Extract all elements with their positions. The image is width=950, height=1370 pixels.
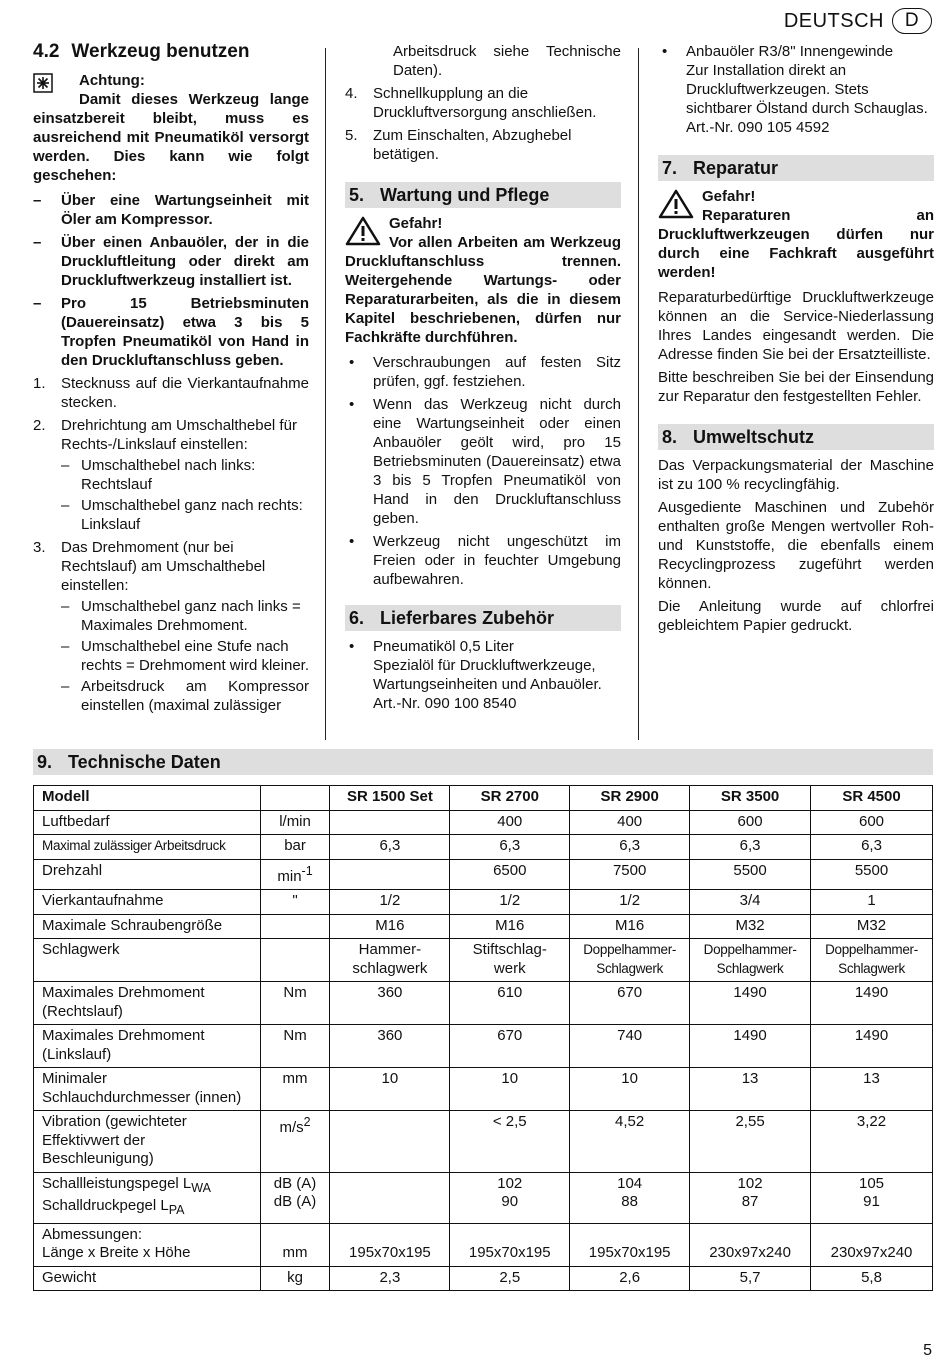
table-row: Maximales Drehmoment (Rechtslauf) Nm 360 610 670 1490 1490 [34,982,933,1025]
language-badge: D [892,8,932,34]
lubrication-options [33,191,309,370]
attention-icon [33,73,71,106]
paragraph: Die Anleitung wurde auf chlorfrei gebleichtem Papier gedruckt. [658,598,934,634]
step-item: 2. Drehrichtung am Umschalthebel für Rechts-/Linkslauf einstellen: – Umschalthebel nach links: Rechtslauf – Umschalthebel ganz nach rechts: Linkslauf [33,416,309,534]
step-item: 4. Schnellkupplung an die Druckluftversorgung anschließen. [345,85,597,121]
column-divider [325,48,326,740]
section-heading-7: 7. Reparatur [658,155,934,181]
warning-text: Damit dieses Werkzeug lange einsatzbereit bleibt, muss es ausreichend mit Pneumatiköl versorgt werden. Dies kann wie folgt geschehen: [33,91,309,184]
table-row: Schlagwerk Hammer-schlagwerk Stiftschlag-werk Doppelhammer-Schlagwerk Doppelhammer-Schlagwerk Doppelhammer-Schlagwerk [34,939,933,982]
table-header-row: Modell SR 1500 Set SR 2700 SR 2900 SR 3500 SR 4500 [34,786,933,811]
danger-notice [658,187,934,282]
section-number: 4.2 [33,41,60,62]
column-3 [658,42,934,639]
section-heading-4-2 [33,42,309,61]
step-item: 5. Zum Einschalten, Abzughebel betätigen. [345,127,572,163]
list-item: • Werkzeug nicht ungeschützt im Freien oder in feuchter Umgebung aufbewahren. [349,533,621,588]
paragraph: Ausgediente Maschinen und Zubehör enthalten große Mengen wertvoller Roh- und Kunststoffe, die ebenfalls einem Recyclingprozess zugeführt werden können. [658,499,934,592]
table-row: Abmessungen: Länge x Breite x Höhe mm 195x70x195 195x70x195 195x70x195 230x97x240 230x97x240 [34,1223,933,1266]
warning-label: Achtung: [79,72,145,89]
paragraph: Reparaturbedürftige Druckluftwerkzeuge können an die Service-Niederlassung Ihres Landes eingesandt werden. Die Adresse finden Sie bei der Ersatzteilliste. [658,289,934,363]
table-row: Luftbedarf l/min 400 400 600 600 [34,810,933,835]
accessory-item: • Anbauöler R3/8" Innengewinde Zur Installation direkt an Druckluftwerkzeugen. Stets sichtbarer Ölstand durch Schauglas. Art.-Nr. 090 105 4592 [662,43,928,136]
table-row: Drehzahl $\min^{-1}$ 6500 7500 5500 5500 [34,859,933,890]
step-item: 3. Das Drehmoment (nur bei Rechtslauf) am Umschalthebel einstellen: – Umschalthebel ganz nach links = Maximales Drehmoment. – Umschalthebel eine Stufe nach rechts = Drehmoment wird kleiner. – Arbeitsdruck am Kompressor einstellen (maximal zulässiger [33,539,310,714]
list-item: • Verschraubungen auf festen Sitz prüfen, ggf. festziehen. [349,354,621,390]
table-row: Gewicht kg 2,3 2,5 2,6 5,7 5,8 [34,1266,933,1291]
list-item: – Pro 15 Betriebsminuten (Dauereinsatz) etwa 3 bis 5 Tropfen Pneumatiköl von Hand in den Druckluftanschluss geben. [33,295,309,369]
attention-notice [33,71,309,185]
table-row: Maximale Schraubengröße M16 M16 M16 M32 M32 [34,914,933,939]
column-2 [345,42,621,717]
maintenance-list [345,353,621,589]
warning-triangle-icon [658,189,694,224]
table-row: Maximal zulässiger Arbeitsdruck bar 6,3 6,3 6,3 6,3 6,3 [34,835,933,860]
warning-label: Gefahr! [389,215,443,232]
table-row: Minimaler Schlauchdurchmesser (innen) mm 10 10 10 13 13 [34,1068,933,1111]
step-item: 1. Stecknuss auf die Vierkantaufnahme stecken. [33,375,309,411]
column-divider [638,48,639,740]
warning-text: Reparaturen an Druckluftwerkzeugen dürfen nur durch eine Fachkraft ausgeführt werden! [658,207,934,281]
accessory-item: • Pneumatiköl 0,5 Liter Spezialöl für Druckluftwerkzeuge, Wartungseinheiten und Anbauöler. Art.-Nr. 090 100 8540 [349,638,602,712]
section-heading-9: 9. Technische Daten [33,749,933,775]
section-title: Werkzeug benutzen [71,41,250,62]
continued-text: Arbeitsdruck siehe Technische Daten). [393,43,621,79]
danger-notice [345,214,621,347]
table-row: Maximales Drehmoment (Linkslauf) Nm 360 670 740 1490 1490 [34,1025,933,1068]
paragraph: Das Verpackungsmaterial der Maschine ist zu 100 % recyclingfähig. [658,457,934,493]
table-row: Vibration (gewichteter Effektivwert der Beschleunigung) $m/s^2$ < 2,5 4,52 2,55 3,22 [34,1111,933,1173]
warning-label: Gefahr! [702,188,756,205]
table-row: Vierkantaufnahme " 1/2 1/2 1/2 3/4 1 [34,890,933,915]
sub-item: – Umschalthebel eine Stufe nach rechts = Drehmoment wird kleiner. [61,638,310,674]
page-number: 5 [923,1342,932,1359]
list-item: – Über einen Anbauöler, der in die Druckluftleitung oder direkt am Druckluftwerkzeug installiert ist. [33,234,309,289]
sub-item: – Umschalthebel nach links: Rechtslauf [61,457,256,493]
warning-triangle-icon [345,216,381,251]
list-item: – Über eine Wartungseinheit mit Öler am Kompressor. [33,192,309,228]
technical-data-table [33,785,933,1291]
sub-item: – Umschalthebel ganz nach rechts: Linkslauf [61,497,303,533]
warning-text: Vor allen Arbeiten am Werkzeug Druckluftanschluss trennen. Weitergehende Wartungs- oder Reparaturarbeiten, als die in diesem Kapitel beschriebenen, dürfen nur Fachkräfte durchführen. [345,234,621,346]
section-heading-6: 6. Lieferbares Zubehör [345,605,621,631]
language-label: DEUTSCH [783,9,884,32]
section-heading-5: 5. Wartung und Pflege [345,182,621,208]
paragraph: Bitte beschreiben Sie bei der Einsendung zur Reparatur den festgestellten Fehler. [658,369,934,405]
section-heading-8: 8. Umweltschutz [658,424,934,450]
sub-item: – Umschalthebel ganz nach links = Maximales Drehmoment. [61,598,301,634]
usage-steps [33,374,309,715]
language-indicator [784,8,932,34]
sub-item: – Arbeitsdruck am Kompressor einstellen (maximal zulässiger [61,678,309,714]
list-item: • Wenn das Werkzeug nicht durch eine Wartungseinheit oder einen Anbauöler geölt wird, pro 15 Betriebsminuten (Dauereinsatz) etwa 3 bis 5 Tropfen Pneumatiköl von Hand in den Druckluftanschluss geben. [349,396,621,527]
column-1 [33,42,309,719]
table-row: Schallleistungspegel $L_{WA}$ Schalldruckpegel $L_{PA}$ dB (A) dB (A) 102 90 104 88 102 87 105 91 [34,1172,933,1223]
